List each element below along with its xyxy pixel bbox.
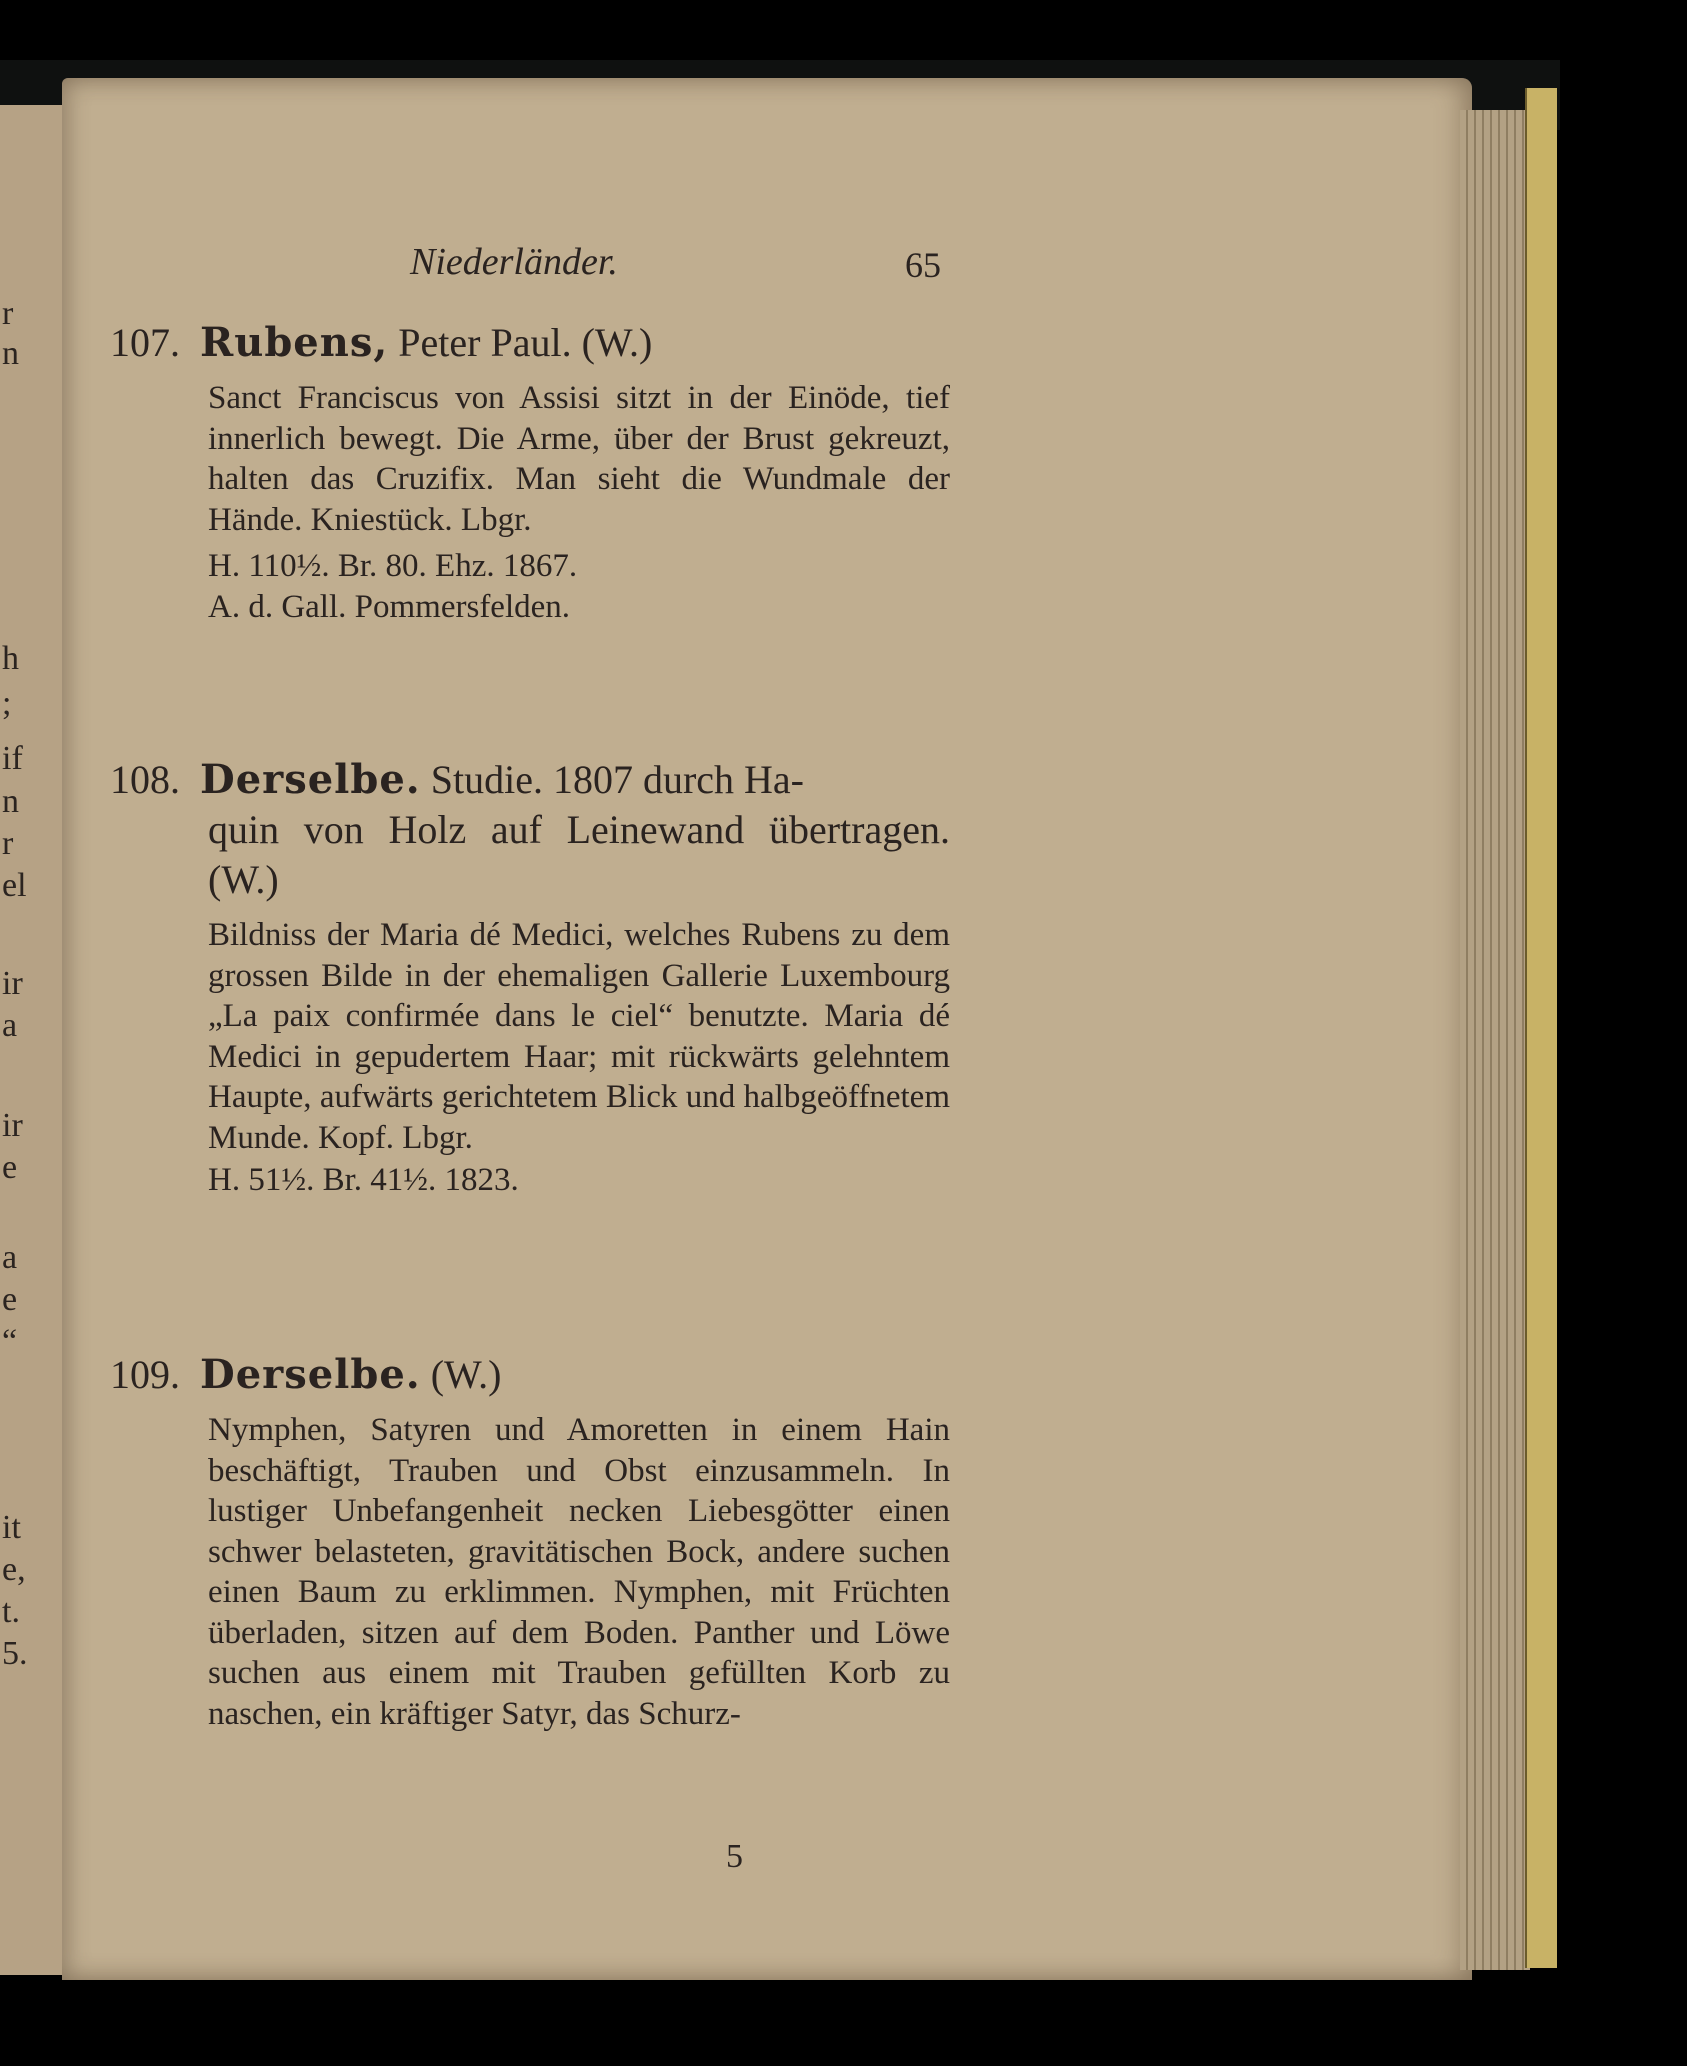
entry-heading <box>110 318 950 368</box>
left-fragment: ir <box>2 965 23 1002</box>
entry-heading-continued: quin von Holz auf Leinewand übertragen. (W.) <box>208 807 950 902</box>
catalog-entry-107 <box>110 318 950 627</box>
entry-number: 108. <box>110 757 180 802</box>
left-fragment: t. <box>2 1593 20 1630</box>
catalog-entry-109 <box>110 1350 950 1734</box>
entry-heading <box>110 1350 950 1400</box>
left-fragment: n <box>2 335 19 372</box>
entry-number: 107. <box>110 320 180 365</box>
entry-heading-rest: Peter Paul. (W.) <box>388 320 653 365</box>
entry-description: Nymphen, Satyren und Amoretten in einem Hain beschäftigt, Trauben und Obst einzusammeln. In lustiger Unbefangenheit necken Liebesgötter einen schwer belasteten, gravitätischen Bock, andere suchen einen Baum zu erklimmen. Nymphen, mit Früchten überladen, sitzen auf dem Boden. Panther und Löwe suchen aus einem mit Trauben gefüllten Korb zu naschen, ein kräftiger Satyr, das Schurz- <box>208 1412 950 1732</box>
left-fragment: it <box>2 1509 21 1546</box>
entry-number: 109. <box>110 1352 180 1397</box>
left-fragment: n <box>2 783 19 820</box>
left-fragment: r <box>2 295 14 332</box>
left-fragment: e <box>2 1149 18 1186</box>
page-number: 65 <box>905 245 941 285</box>
left-fragment: r <box>2 825 14 862</box>
left-fragment: e, <box>2 1551 26 1588</box>
entry-dimensions: H. 110½. Br. 80. Ehz. 1867. <box>208 548 578 584</box>
entry-description: Sanct Franciscus von Assisi sitzt in der Einöde, tief innerlich bewegt. Die Arme, über der Brust gekreuzt, halten das Cruzifix. Man sieht die Wundmale der Hände. Kniestück. Lbgr. <box>208 380 950 538</box>
left-fragment: ; <box>2 685 12 722</box>
previous-page-strip <box>0 105 67 1975</box>
entry-heading <box>110 755 950 805</box>
entry-description: Bildniss der Maria dé Medici, welches Rubens zu dem grossen Bilde in der ehemaligen Gallerie Luxembourg „La paix confirmée dans le ciel“ benutzte. Maria dé Medici in gepudertem Haar; mit rückwärts gelehntem Haupte, aufwärts gerichtetem Blick und halbgeöffnetem Munde. Kopf. Lbgr. <box>208 917 950 1156</box>
left-fragment: e <box>2 1281 18 1318</box>
entry-provenance: A. d. Gall. Pommersfelden. <box>208 588 571 625</box>
entry-dimensions: H. 51½. Br. 41½. 1823. <box>208 1162 519 1198</box>
left-fragment: if <box>2 740 23 777</box>
artist-name: Derselbe. <box>200 756 421 803</box>
left-fragment: a <box>2 1007 18 1044</box>
catalog-entry-108 <box>110 755 950 1201</box>
page-edges <box>1460 110 1530 1970</box>
cover-edge <box>1525 88 1557 1968</box>
entry-heading-rest: Studie. 1807 durch Ha- <box>420 757 804 802</box>
entry-heading-rest: (W.) <box>420 1352 502 1397</box>
signature-mark: 5 <box>726 1838 743 1875</box>
artist-name: Rubens, <box>200 319 389 366</box>
left-fragment: a <box>2 1239 18 1276</box>
running-head: Niederländer. <box>410 241 618 283</box>
left-fragment: 5. <box>2 1635 28 1672</box>
left-fragment: ir <box>2 1107 23 1144</box>
artist-name: Derselbe. <box>200 1351 421 1398</box>
left-fragment: el <box>2 867 27 904</box>
left-fragment: “ <box>2 1323 18 1360</box>
left-fragment: h <box>2 640 19 677</box>
